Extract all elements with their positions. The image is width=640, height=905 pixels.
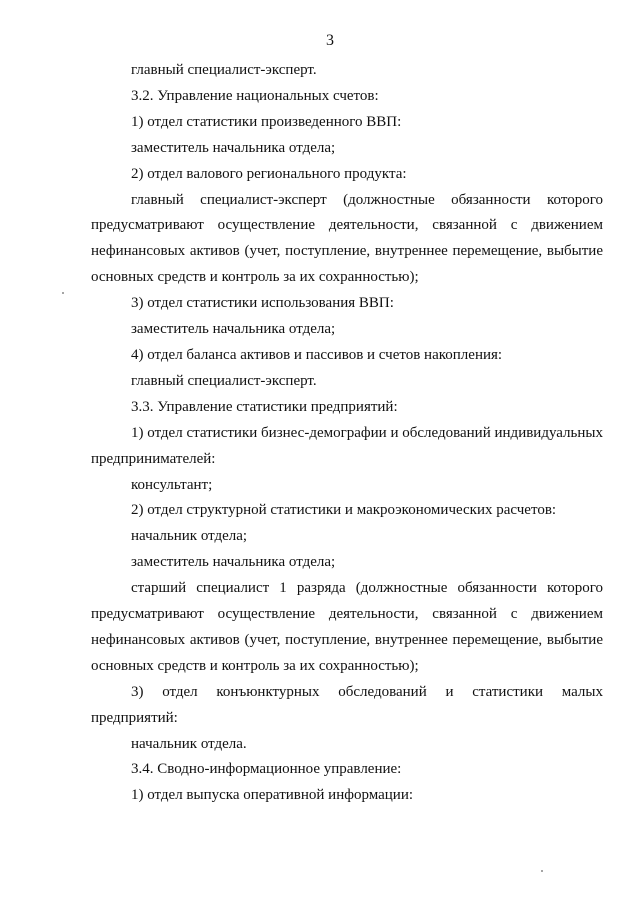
paragraph: начальник отдела.: [131, 735, 247, 752]
scan-speck: [62, 292, 64, 294]
document-body: [91, 58, 603, 809]
list-item: 1) отдел выпуска оперативной информации:: [131, 787, 414, 804]
list-item: 1) отдел статистики произведенного ВВП:: [131, 113, 402, 130]
paragraph: заместитель начальника отдела;: [131, 139, 336, 156]
scan-speck: [541, 870, 543, 872]
paragraph: начальник отдела;: [131, 528, 248, 545]
paragraph: главный специалист-эксперт.: [131, 372, 317, 389]
list-item: 3) отдел конъюнктурных обследований и статистики малых предприятий:: [91, 683, 603, 726]
paragraph: главный специалист-эксперт (должностные обязанности которого предусматривают осуществление деятельности, связанной с движением нефинансовых активов (учет, поступление, внутреннее перемещение, выбытие основных средств и контроль за их сохранностью);: [91, 191, 603, 286]
list-item: 2) отдел структурной статистики и макроэкономических расчетов:: [131, 502, 557, 519]
section-heading: 3.3. Управление статистики предприятий:: [131, 398, 398, 415]
paragraph: заместитель начальника отдела;: [131, 321, 336, 338]
section-heading: 3.2. Управление национальных счетов:: [131, 87, 379, 104]
list-item: 2) отдел валового регионального продукта:: [131, 165, 407, 182]
paragraph: консультант;: [131, 476, 213, 493]
paragraph: старший специалист 1 разряда (должностные обязанности которого предусматривают осуществление деятельности, связанной с движением нефинансовых активов (учет, поступление, внутреннее перемещение, выбытие основных средств и контроль за их сохранностью);: [91, 580, 603, 674]
list-item: 4) отдел баланса активов и пассивов и счетов накопления:: [131, 346, 503, 363]
paragraph: главный специалист-эксперт.: [131, 62, 317, 78]
paragraph: заместитель начальника отдела;: [131, 554, 336, 571]
page-number: 3: [326, 32, 334, 49]
section-heading: 3.4. Сводно-информационное управление:: [131, 761, 402, 778]
list-item: 3) отдел статистики использования ВВП:: [131, 295, 394, 312]
list-item: 1) отдел статистики бизнес-демографии и обследований индивидуальных предпринимателей:: [91, 424, 603, 467]
